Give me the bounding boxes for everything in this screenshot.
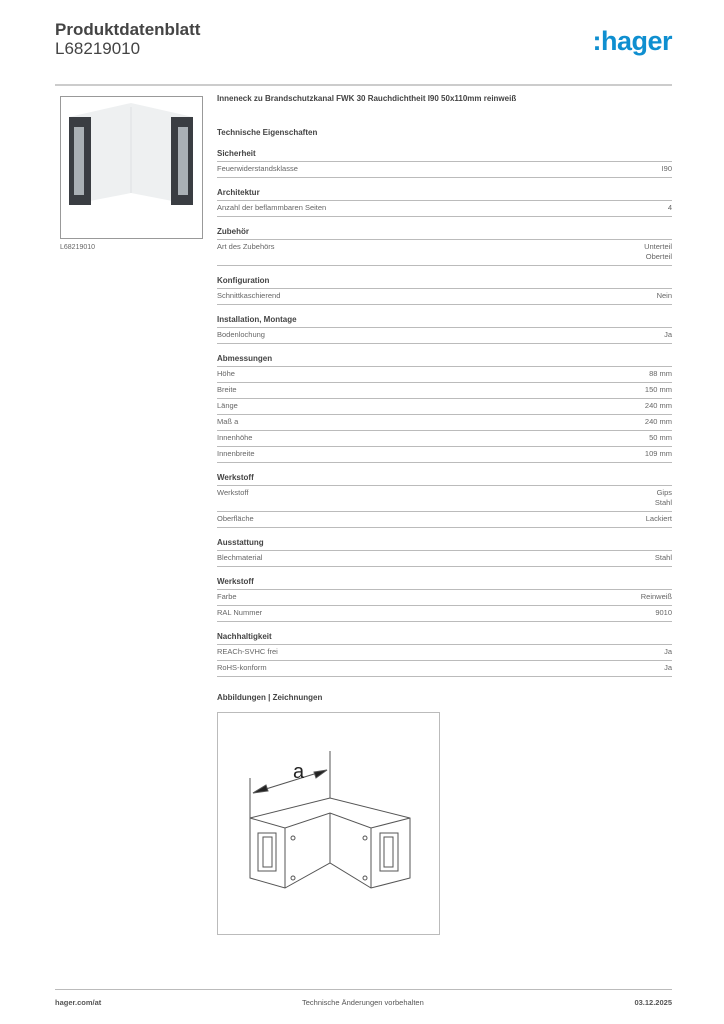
product-description: Inneneck zu Brandschutzkanal FWK 30 Rauchdichtheit I90 50x110mm reinweiß xyxy=(217,94,517,103)
value-line: I90 xyxy=(661,164,672,173)
property-label: Schnittkaschierend xyxy=(217,291,281,300)
value-line: Lackiert xyxy=(645,514,672,523)
property-label: Oberfläche xyxy=(217,514,254,523)
property-label: Bodenlochung xyxy=(217,330,265,339)
property-row xyxy=(217,447,672,463)
property-row xyxy=(217,367,672,383)
property-label: Länge xyxy=(217,401,238,410)
property-value xyxy=(664,663,672,673)
property-value xyxy=(641,592,672,602)
footer-website[interactable]: hager.com/at xyxy=(55,998,102,1007)
technical-drawing xyxy=(217,712,440,935)
value-line: Ja xyxy=(664,663,672,672)
property-row xyxy=(217,328,672,344)
property-row xyxy=(217,590,672,606)
property-section xyxy=(217,147,672,178)
section-heading: Abmessungen xyxy=(217,352,672,367)
property-value xyxy=(664,330,672,340)
property-row xyxy=(217,486,672,512)
property-value xyxy=(655,553,672,563)
property-section xyxy=(217,536,672,567)
value-line: 88 mm xyxy=(649,369,672,378)
section-heading: Werkstoff xyxy=(217,471,672,486)
section-heading: Werkstoff xyxy=(217,575,672,590)
property-row xyxy=(217,645,672,661)
value-line: Stahl xyxy=(654,498,672,507)
value-line: Nein xyxy=(656,291,672,300)
value-line: Gips xyxy=(656,488,672,497)
property-row xyxy=(217,606,672,622)
property-label: Maß a xyxy=(217,417,239,426)
property-label: RoHS-konform xyxy=(217,663,267,672)
property-value xyxy=(645,417,672,427)
property-row xyxy=(217,289,672,305)
drawings-heading: Abbildungen | Zeichnungen xyxy=(217,693,323,702)
property-value xyxy=(657,291,672,301)
section-heading: Zubehör xyxy=(217,225,672,240)
property-row xyxy=(217,551,672,567)
page-title: Produktdatenblatt xyxy=(55,20,201,39)
property-value xyxy=(645,385,672,395)
property-row xyxy=(217,399,672,415)
property-label: Innenhöhe xyxy=(217,433,253,442)
property-value xyxy=(649,369,672,379)
footer-note: Technische Änderungen vorbehalten xyxy=(302,998,424,1007)
property-label: REACh-SVHC frei xyxy=(217,647,278,656)
value-line: 9010 xyxy=(655,608,672,617)
property-row xyxy=(217,201,672,217)
value-line: Stahl xyxy=(654,553,672,562)
section-heading: Installation, Montage xyxy=(217,313,672,328)
tech-heading: Technische Eigenschaften xyxy=(217,128,318,137)
svg-text:a: a xyxy=(293,761,305,783)
property-row xyxy=(217,431,672,447)
property-value xyxy=(655,488,672,508)
hager-logo: :hager xyxy=(592,26,672,56)
property-section xyxy=(217,352,672,463)
value-line: Reinweiß xyxy=(640,592,672,601)
property-value xyxy=(668,203,672,213)
value-line: 240 mm xyxy=(644,417,672,426)
section-heading: Ausstattung xyxy=(217,536,672,551)
property-label: Breite xyxy=(217,385,237,394)
value-line: 50 mm xyxy=(649,433,672,442)
section-heading: Sicherheit xyxy=(217,147,672,162)
product-image xyxy=(60,96,203,239)
value-line: 150 mm xyxy=(644,385,672,394)
image-caption: L68219010 xyxy=(60,244,96,251)
properties xyxy=(217,94,672,685)
value-line: 240 mm xyxy=(644,401,672,410)
property-section xyxy=(217,575,672,622)
property-section xyxy=(217,274,672,305)
property-label: RAL Nummer xyxy=(217,608,263,617)
property-label: Innenbreite xyxy=(217,449,255,458)
property-row xyxy=(217,661,672,677)
footer-divider xyxy=(55,989,672,990)
value-line: Unterteil xyxy=(644,242,672,251)
section-heading: Nachhaltigkeit xyxy=(217,630,672,645)
property-row xyxy=(217,512,672,528)
property-label: Feuerwiderstandsklasse xyxy=(217,164,298,173)
property-section xyxy=(217,313,672,344)
property-section xyxy=(217,225,672,266)
property-value xyxy=(649,433,672,443)
property-value xyxy=(655,608,672,618)
header-divider xyxy=(55,84,672,86)
property-value xyxy=(662,164,672,174)
section-heading: Konfiguration xyxy=(217,274,672,289)
property-value xyxy=(645,449,672,459)
property-value xyxy=(664,647,672,657)
section-heading: Architektur xyxy=(217,186,672,201)
property-label: Art des Zubehörs xyxy=(217,242,275,251)
property-label: Farbe xyxy=(217,592,237,601)
property-label: Anzahl der beflammbaren Seiten xyxy=(217,203,327,212)
property-value xyxy=(644,242,672,262)
property-section xyxy=(217,630,672,677)
property-row xyxy=(217,415,672,431)
value-line: 4 xyxy=(667,203,672,212)
property-value xyxy=(645,401,672,411)
property-value xyxy=(646,514,672,524)
property-label: Höhe xyxy=(217,369,235,378)
property-label: Blechmaterial xyxy=(217,553,263,562)
product-code: L68219010 xyxy=(55,39,141,58)
property-row xyxy=(217,240,672,266)
property-label: Werkstoff xyxy=(217,488,249,497)
value-line: 109 mm xyxy=(644,449,672,458)
property-row xyxy=(217,162,672,178)
property-row xyxy=(217,383,672,399)
footer-date: 03.12.2025 xyxy=(634,998,672,1007)
value-line: Ja xyxy=(664,647,672,656)
value-line: Ja xyxy=(664,330,672,339)
value-line: Oberteil xyxy=(645,252,672,261)
property-section xyxy=(217,186,672,217)
property-section xyxy=(217,471,672,528)
